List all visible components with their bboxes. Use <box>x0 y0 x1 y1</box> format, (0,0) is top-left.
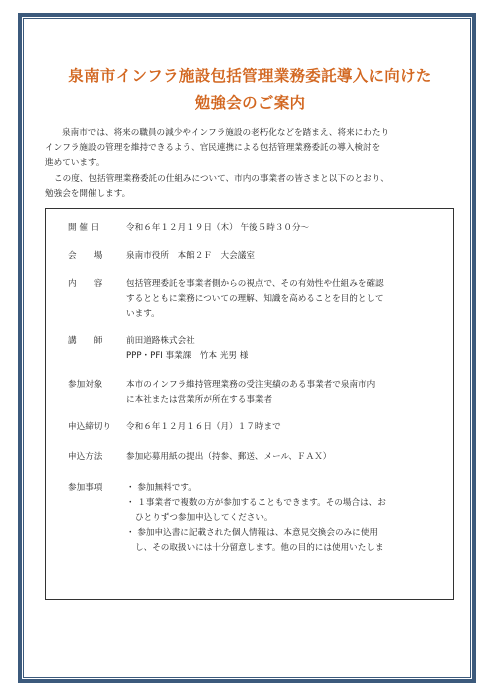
detail-value: 参加応募用紙の提出（持参、郵送、メール、ＦＡＸ） <box>126 452 332 462</box>
detail-value-line: 前田道路株式会社 <box>126 336 195 346</box>
detail-label: 参加対象 <box>68 380 103 390</box>
detail-value-line: に本社または営業所が所在する事業者 <box>126 395 273 405</box>
detail-value-line: ・ １事業者で複数の方が参加することもできます。その場合は、お <box>126 498 386 508</box>
detail-value-line: います。 <box>126 309 160 319</box>
detail-value <box>126 378 375 408</box>
detail-label: 開 催 日 <box>68 223 100 233</box>
detail-value <box>126 481 386 556</box>
detail-value <box>126 277 384 322</box>
document-title-line-2: 勉強会のご案内 <box>194 94 306 112</box>
detail-label: 内 容 <box>68 279 103 289</box>
detail-label: 参加事項 <box>68 483 103 493</box>
detail-label: 申込方法 <box>68 452 103 462</box>
event-details-box <box>45 208 454 600</box>
detail-value-line: ・ 参加申込書に記載された個人情報は、本意見交換会のみに使用 <box>126 528 378 538</box>
detail-value-line: し、その取扱いには十分留意します。他の目的には使用いたしま <box>135 543 384 553</box>
intro-paragraph-2 <box>45 172 455 202</box>
detail-value: 令和６年１２月１６日（月）１７時まで <box>126 422 281 432</box>
intro-line: 勉強会を開催します。 <box>45 189 131 199</box>
document-title-line-1: 泉南市インフラ施設包括管理業務委託導入に向けた <box>68 67 432 85</box>
detail-value <box>126 334 248 364</box>
detail-label: 申込締切り <box>68 422 111 432</box>
detail-value-line: するとともに業務についての理解、知識を高めることを目的として <box>126 294 384 304</box>
detail-value-line: 包括管理委託を事業者側からの視点で、その有効性や仕組みを確認 <box>126 279 384 289</box>
detail-value-line: 本市のインフラ維持管理業務の受注実績のある事業者で泉南市内 <box>126 380 376 390</box>
detail-value: 令和６年１２月１９日（木） 午後５時３０分～ <box>126 223 310 233</box>
detail-value-line: PPP・PFI 事業課 竹本 光男 様 <box>126 351 249 361</box>
intro-line: この度、包括管理業務委託の仕組みについて、市内の事業者の皆さまと以下のとおり、 <box>54 174 389 184</box>
detail-label: 講 師 <box>68 336 103 346</box>
intro-paragraph-1 <box>45 126 455 171</box>
intro-line: 泉南市では、将来の職員の減少やインフラ施設の老朽化などを踏まえ、将来にわたり <box>62 128 390 138</box>
detail-value-line: ひとりずつ参加申込してください。 <box>135 513 273 523</box>
intro-line: 進めています。 <box>45 158 105 168</box>
detail-label: 会 場 <box>68 251 103 261</box>
detail-value: 泉南市役所 本館２Ｆ 大会議室 <box>126 251 255 261</box>
detail-value-line: ・ 参加無料です。 <box>126 483 197 493</box>
intro-line: インフラ施設の管理を維持できるよう、官民連携による包括管理業務委託の導入検討を <box>45 143 381 153</box>
